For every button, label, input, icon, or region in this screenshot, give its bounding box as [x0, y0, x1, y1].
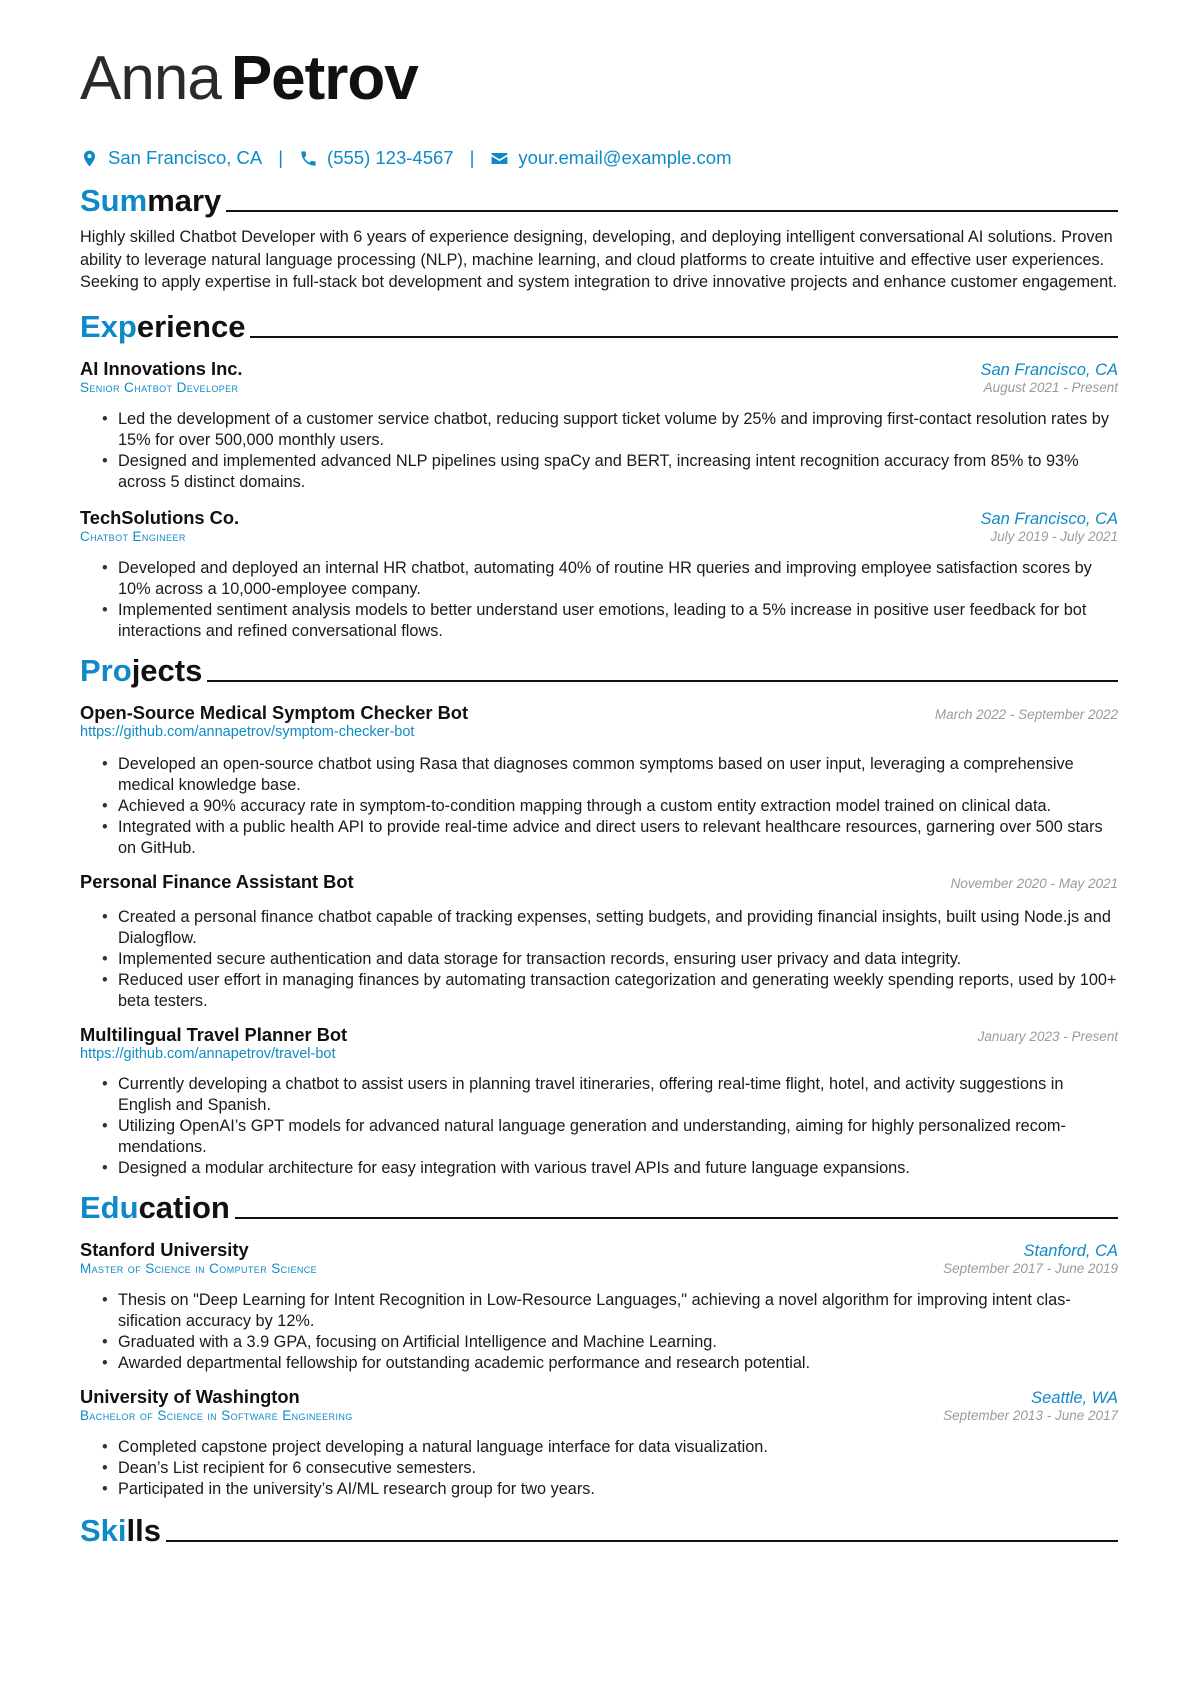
education-entry	[80, 1386, 1118, 1500]
list-item: • Reduced user effort in managing finances by automating transaction categorization and generating weekly spending reports, used by 100+ beta testers.	[118, 970, 1118, 1012]
list-item: • Participated in the university’s AI/ML research group for two years.	[118, 1479, 1118, 1500]
heading-rule	[207, 680, 1118, 682]
list-item: • Awarded departmental fellowship for outstanding academic performance and research potential.	[118, 1353, 1118, 1374]
bullet-list	[80, 1437, 1118, 1500]
project-entry	[80, 1024, 1118, 1179]
list-item: • Graduated with a 3.9 GPA, focusing on Artificial Intelligence and Machine Learning.	[118, 1332, 1118, 1353]
company-name: AI Innovations Inc.	[80, 357, 243, 379]
list-item: • Designed a modular architecture for easy integration with various travel APIs and future language expansions.	[118, 1158, 1118, 1179]
degree-title: Bachelor of Science in Software Engineering	[80, 1407, 353, 1423]
phone-icon	[299, 149, 318, 168]
section-heading-summary	[80, 182, 1118, 216]
list-item: • Integrated with a public health API to provide real-time advice and direct users to relevant healthcare resources, garnering over 500 stars on GitHub.	[118, 817, 1118, 859]
job-title: Senior Chatbot Developer	[80, 379, 239, 395]
bullet-list	[80, 1290, 1118, 1374]
section-heading-projects	[80, 652, 1118, 686]
list-item: • Dean’s List recipient for 6 consecutive semesters.	[118, 1458, 1118, 1479]
map-marker-icon	[80, 149, 99, 168]
entry-dates: September 2013 - June 2017	[943, 1407, 1118, 1423]
entry-dates: July 2019 - July 2021	[990, 528, 1118, 544]
project-name: Multilingual Travel Planner Bot	[80, 1023, 348, 1045]
heading-accent: Pro	[80, 652, 132, 688]
entry-location: San Francisco, CA	[980, 509, 1118, 528]
list-item: • Utilizing OpenAI’s GPT models for advanced natural language generation and understanding, aiming for highly personalized recom-mendations.	[118, 1116, 1118, 1158]
bullet-list	[80, 409, 1118, 493]
heading-accent: Edu	[80, 1189, 139, 1225]
heading-rule	[250, 336, 1118, 338]
list-item: • Designed and implemented advanced NLP pipelines using spaCy and BERT, increasing intent recognition accuracy from 85% to 93% across 5 distinct domains.	[118, 451, 1118, 493]
contact-separator: |	[469, 147, 475, 168]
list-item: • Led the development of a customer service chatbot, reducing support ticket volume by 25% and improving first-contact resolution rates by 15% for over 500,000 monthly users.	[118, 409, 1118, 451]
contact-line	[80, 146, 1118, 170]
list-item: • Implemented sentiment analysis models to better understand user emotions, leading to a 5% increase in positive user feedback for bot interactions and refined conversational flows.	[118, 600, 1118, 642]
last-name: Petrov	[230, 44, 418, 113]
project-entry	[80, 871, 1118, 1012]
location-text: San Francisco, CA	[108, 147, 263, 168]
entry-location: Seattle, WA	[1031, 1388, 1118, 1407]
contact-separator: |	[278, 147, 284, 168]
heading-rest: lls	[126, 1512, 161, 1548]
bullet-list	[80, 1074, 1118, 1179]
section-heading-skills	[80, 1512, 1118, 1546]
heading-accent: Exp	[80, 308, 137, 344]
entry-dates: January 2023 - Present	[977, 1028, 1118, 1044]
heading-rest: cation	[138, 1189, 230, 1225]
degree-title: Master of Science in Computer Science	[80, 1260, 318, 1276]
entry-location: Stanford, CA	[1023, 1241, 1118, 1260]
heading-rest: jects	[131, 652, 203, 688]
project-name: Personal Finance Assistant Bot	[80, 870, 354, 892]
entry-dates: March 2022 - September 2022	[934, 706, 1118, 722]
experience-entry	[80, 358, 1118, 493]
heading-rule	[235, 1217, 1118, 1219]
contact-phone[interactable]	[299, 147, 454, 169]
bullet-list	[80, 754, 1118, 859]
school-name: Stanford University	[80, 1238, 249, 1260]
list-item: • Completed capstone project developing a natural language interface for data visualization.	[118, 1437, 1118, 1458]
bullet-list	[80, 907, 1118, 1012]
school-name: University of Washington	[80, 1385, 300, 1407]
heading-rule	[166, 1540, 1118, 1542]
company-name: TechSolutions Co.	[80, 506, 240, 528]
candidate-name	[80, 44, 1118, 118]
heading-rest: mary	[147, 183, 222, 218]
list-item: • Developed and deployed an internal HR chatbot, automating 40% of routine HR queries and improving employee satisfaction scores by 10% across a 10,000-employee company.	[118, 558, 1118, 600]
list-item: • Currently developing a chatbot to assist users in planning travel itineraries, offering real-time flight, hotel, and activity suggestions in English and Spanish.	[118, 1074, 1118, 1116]
job-title: Chatbot Engineer	[80, 528, 186, 544]
entry-dates: August 2021 - Present	[983, 379, 1118, 395]
section-heading-education	[80, 1189, 1118, 1223]
heading-accent: Ski	[80, 1512, 127, 1548]
list-item: • Implemented secure authentication and data storage for transaction records, ensuring user privacy and data integrity.	[118, 949, 1118, 970]
summary-text: Highly skilled Chatbot Developer with 6 years of experience designing, developing, and deploying intelligent conversational AI solutions. Proven ability to leverage natural language processing (NLP), machine learning, and cloud platforms to create intuitive and effective user experiences. Seeking to apply expertise in full-stack bot development and system integration to drive innovative projects and enhance customer engagement.	[80, 228, 1118, 291]
project-link[interactable]: https://github.com/annapetrov/travel-bot	[80, 1045, 336, 1062]
section-heading-experience	[80, 308, 1118, 342]
list-item: • Developed an open-source chatbot using Rasa that diagnoses common symptoms based on user input, leveraging a comprehensive medical knowledge base.	[118, 754, 1118, 796]
project-entry	[80, 702, 1118, 859]
envelope-icon	[490, 149, 509, 168]
phone-text: (555) 123-4567	[327, 147, 454, 168]
list-item: • Thesis on "Deep Learning for Intent Recognition in Low-Resource Languages," achieving a novel algorithm for improving intent clas-sification accuracy by 12%.	[118, 1290, 1118, 1332]
heading-accent: Sum	[80, 183, 148, 218]
heading-rest: erience	[136, 308, 246, 344]
project-link[interactable]: https://github.com/annapetrov/symptom-checker-bot	[80, 723, 415, 740]
email-link[interactable]: your.email@example.com	[518, 147, 732, 168]
contact-location	[80, 147, 262, 169]
heading-rule	[226, 210, 1118, 212]
entry-dates: November 2020 - May 2021	[950, 875, 1118, 891]
education-entry	[80, 1239, 1118, 1374]
bullet-list	[80, 558, 1118, 642]
list-item: • Achieved a 90% accuracy rate in symptom-to-condition mapping through a custom entity extraction model trained on clinical data.	[118, 796, 1118, 817]
experience-entry	[80, 507, 1118, 642]
entry-location: San Francisco, CA	[980, 360, 1118, 379]
first-name: Anna	[80, 44, 221, 113]
contact-email[interactable]	[490, 147, 731, 169]
project-name: Open-Source Medical Symptom Checker Bot	[80, 701, 469, 723]
entry-dates: September 2017 - June 2019	[943, 1260, 1118, 1276]
list-item: • Created a personal finance chatbot capable of tracking expenses, setting budgets, and providing financial insights, built using Node.js and Dialogflow.	[118, 907, 1118, 949]
